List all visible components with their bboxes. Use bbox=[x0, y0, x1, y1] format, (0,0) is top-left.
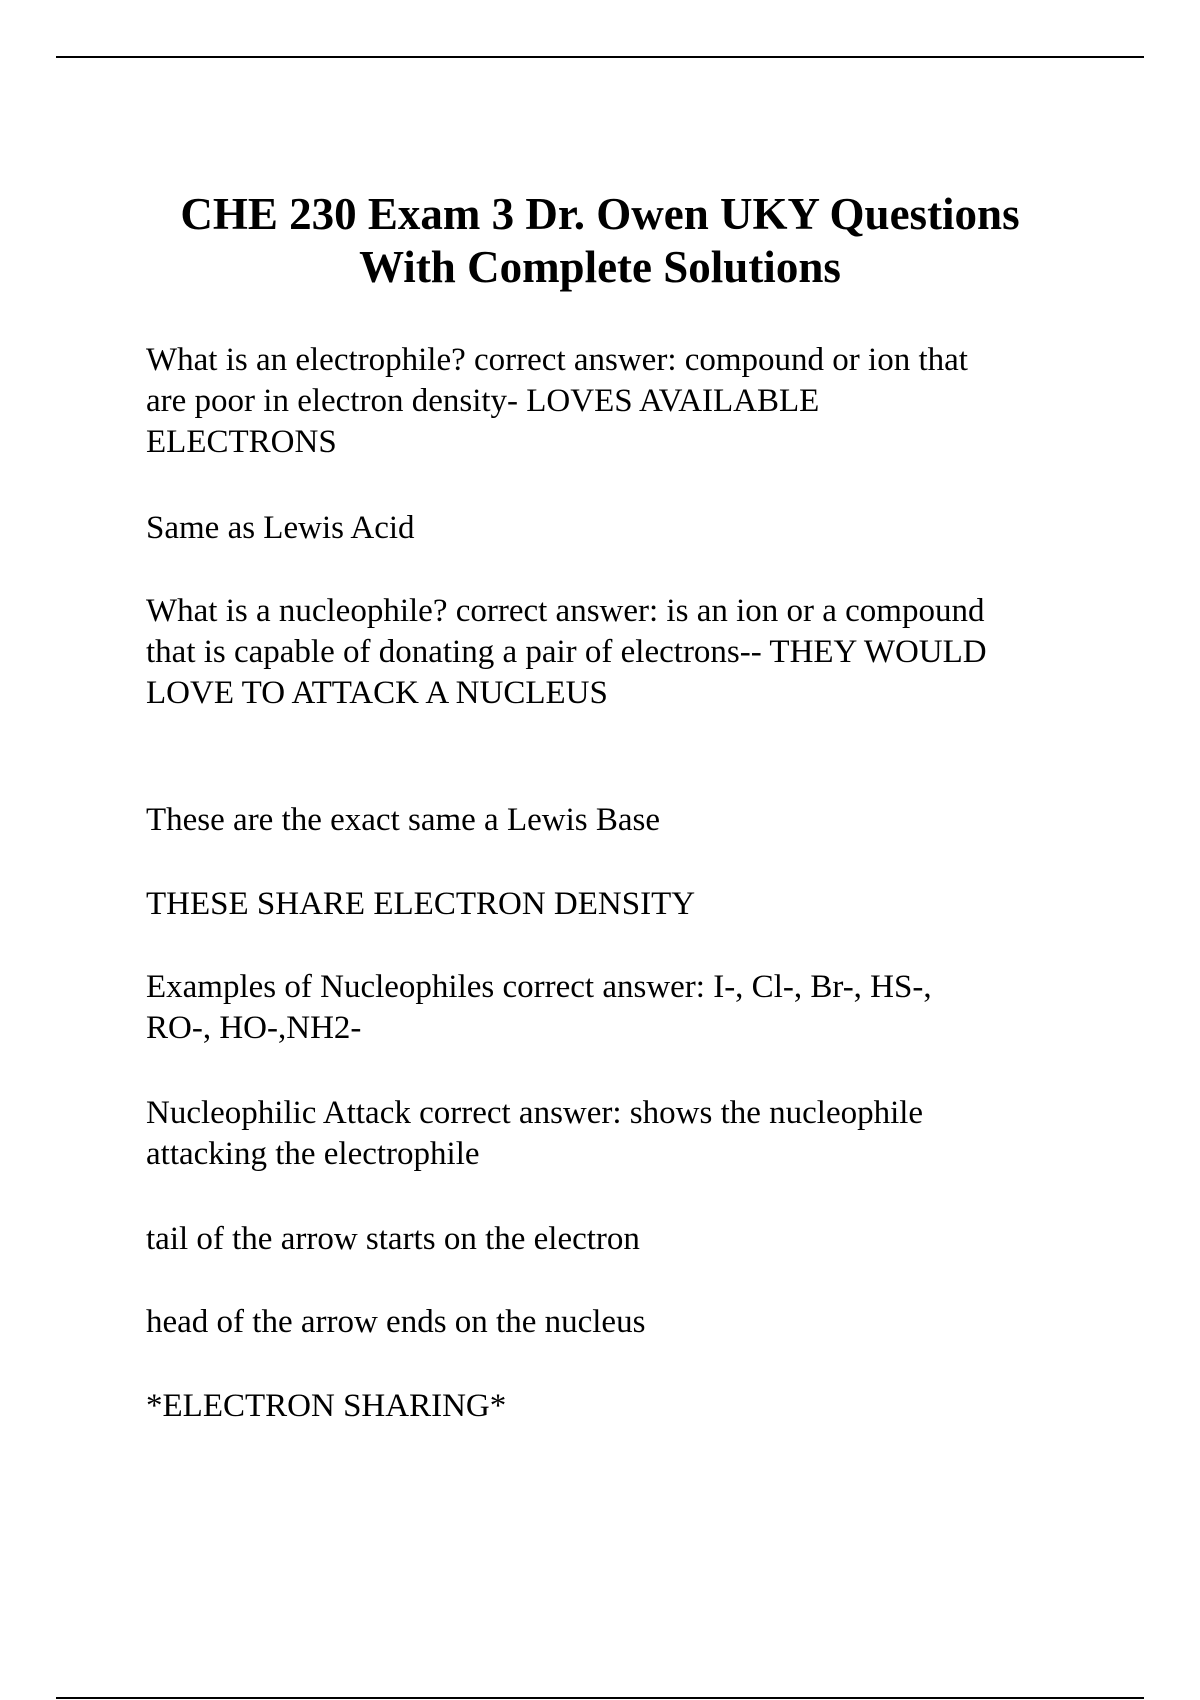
footer-rule bbox=[56, 1697, 1144, 1699]
text-line: Same as Lewis Acid bbox=[146, 510, 415, 546]
document-title bbox=[100, 188, 1100, 294]
qa-nucleophilic-attack bbox=[146, 1093, 923, 1175]
text-line: What is an electrophile? correct answer: compound or ion that bbox=[146, 342, 968, 378]
text-line: *ELECTRON SHARING* bbox=[146, 1388, 507, 1424]
text-line: that is capable of donating a pair of electrons-- THEY WOULD bbox=[146, 634, 987, 670]
note-arrow-head bbox=[146, 1302, 645, 1343]
text-line: THESE SHARE ELECTRON DENSITY bbox=[146, 886, 696, 922]
text-line: What is a nucleophile? correct answer: is an ion or a compound bbox=[146, 593, 985, 629]
text-line: Examples of Nucleophiles correct answer: I-, Cl-, Br-, HS-, bbox=[146, 969, 932, 1005]
note-lewis-acid bbox=[146, 508, 415, 549]
qa-nucleophile bbox=[146, 591, 987, 714]
text-line: RO-, HO-,NH2- bbox=[146, 1010, 362, 1046]
text-line: are poor in electron density- LOVES AVAILABLE bbox=[146, 383, 820, 419]
note-share-density bbox=[146, 884, 695, 925]
qa-electrophile bbox=[146, 340, 968, 463]
note-lewis-base bbox=[146, 800, 660, 841]
text-line: LOVE TO ATTACK A NUCLEUS bbox=[146, 675, 608, 711]
text-line: Nucleophilic Attack correct answer: shows the nucleophile bbox=[146, 1095, 924, 1131]
note-arrow-tail bbox=[146, 1219, 640, 1260]
text-line: tail of the arrow starts on the electron bbox=[146, 1221, 640, 1257]
header-rule bbox=[56, 56, 1144, 58]
text-line: ELECTRONS bbox=[146, 424, 337, 460]
title-line-2: With Complete Solutions bbox=[359, 242, 841, 292]
title-line-1: CHE 230 Exam 3 Dr. Owen UKY Questions bbox=[180, 189, 1020, 239]
note-electron-sharing bbox=[146, 1386, 506, 1427]
text-line: attacking the electrophile bbox=[146, 1136, 480, 1172]
text-line: head of the arrow ends on the nucleus bbox=[146, 1304, 646, 1340]
qa-nucleophile-examples bbox=[146, 967, 932, 1049]
text-line: These are the exact same a Lewis Base bbox=[146, 802, 660, 838]
